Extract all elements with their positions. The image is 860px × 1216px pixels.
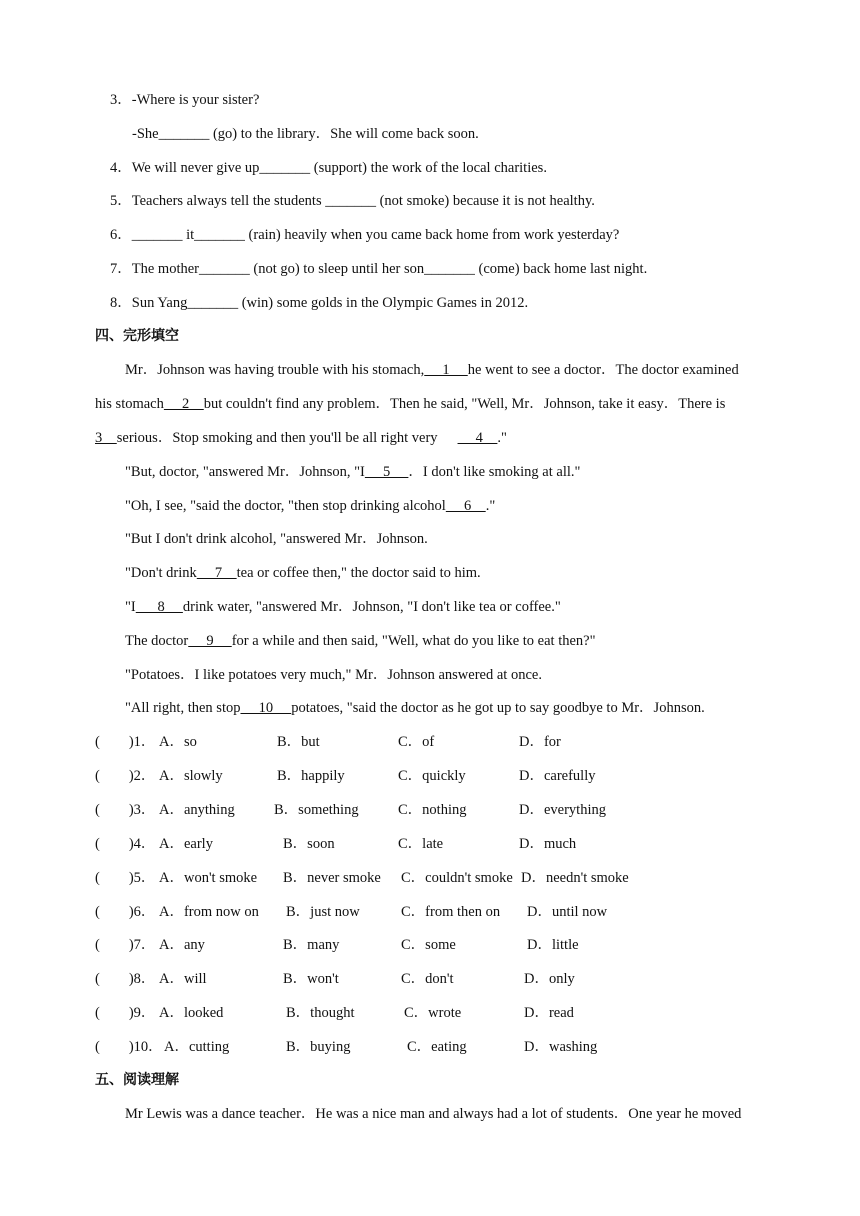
option-a: A．slowly [159,768,223,784]
passage-text: ．I don't like smoking at all." [408,464,581,480]
section5-passage-line-1: Mr Lewis was a dance teacher．He was a nice man and always had a lot of students．One year he moved [125,1106,742,1122]
passage-line-8 [125,598,561,616]
option-b: B．just now [286,904,360,920]
blank-5: 5 [364,464,409,480]
passage-text: ." [485,498,496,514]
option-b: B．thought [286,1005,355,1021]
passage-text: for a while and then said, "Well, what do you like to eat then?" [231,633,596,649]
passage-line-7 [125,564,481,582]
question-number: ( )3． [95,802,156,818]
passage-line-4 [125,463,580,481]
option-c: C．quickly [398,768,466,784]
exercise-7: 7．The mother_______ (not go) to sleep until her son_______ (come) back home last night. [110,261,648,277]
option-a: A．so [159,734,197,750]
passage-line-5 [125,497,495,515]
passage-text: serious．Stop smoking and then you'll be all right very [116,430,438,446]
option-b: B．never smoke [283,870,381,886]
option-b: B．buying [286,1039,351,1055]
passage-line-1 [125,361,739,379]
passage-line-10: "Potatoes．I like potatoes very much," Mr．Johnson answered at once. [125,667,542,683]
question-number: ( )4． [95,836,156,852]
option-c: C．couldn't smoke [401,870,513,886]
passage-line-6: "But I don't drink alcohol, "answered Mr．Johnson. [125,531,428,547]
option-d: D．carefully [519,768,596,784]
blank-7: 7 [196,565,237,581]
passage-text: "Don't drink [125,565,197,581]
option-d: D．everything [519,802,606,818]
question-number: ( )2． [95,768,156,784]
option-b: B．but [277,734,320,750]
passage-text: his stomach [95,396,164,412]
question-number: ( )6． [95,904,156,920]
option-b: B．many [283,937,340,953]
option-a: A．anything [159,802,235,818]
passage-text: "But, doctor, "answered Mr．Johnson, "I [125,464,365,480]
exercise-6: 6．_______ it_______ (rain) heavily when you came back home from work yesterday? [110,227,620,243]
exercise-4: 4．We will never give up_______ (support) the work of the local charities. [110,160,547,176]
blank-2: 2 [163,396,204,412]
section5-heading: 五、阅读理解 [95,1072,179,1088]
passage-text: but couldn't find any problem．Then he said, "Well, Mr．Johnson, take it easy．There is [203,396,726,412]
option-a: A．will [159,971,207,987]
option-a: A．won't smoke [159,870,258,886]
option-d: D．little [527,937,579,953]
option-c: C．of [398,734,435,750]
passage-text: tea or coffee then," the doctor said to him. [236,565,481,581]
question-number: ( )1． [95,734,156,750]
passage-text: drink water, "answered Mr．Johnson, "I don't like tea or coffee." [182,599,561,615]
option-c: C．wrote [404,1005,462,1021]
option-b: B．happily [277,768,345,784]
option-a: A．looked [159,1005,224,1021]
blank-10: 10 [240,700,292,716]
option-c: C．from then on [401,904,501,920]
option-d: D．until now [527,904,608,920]
blank-8: 8 [135,599,183,615]
exercise-3-answer: -She_______ (go) to the library．She will come back soon. [132,126,479,142]
exercise-3-question: 3．-Where is your sister? [110,92,260,108]
passage-line-9 [125,632,596,650]
section4-heading: 四、完形填空 [95,328,179,344]
option-b: B．something [274,802,359,818]
option-a: A．cutting [164,1039,230,1055]
passage-text: "Oh, I see, "said the doctor, "then stop drinking alcohol [125,498,446,514]
blank-4: 4 [457,430,498,446]
option-b: B．won't [283,971,339,987]
option-d: D．much [519,836,577,852]
question-number: ( )9． [95,1005,156,1021]
exercise-8: 8．Sun Yang_______ (win) some golds in the Olympic Games in 2012. [110,295,529,311]
option-d: D．needn't smoke [521,870,629,886]
passage-text: The doctor [125,633,189,649]
option-c: C．nothing [398,802,467,818]
passage-line-2 [95,395,725,413]
option-c: C．late [398,836,444,852]
option-a: A．early [159,836,213,852]
question-number: ( )10． [95,1039,163,1055]
option-a: A．any [159,937,205,953]
blank-3: 3 [95,430,117,446]
question-number: ( )7． [95,937,156,953]
option-d: D．only [524,971,575,987]
option-d: D．for [519,734,561,750]
blank-1: 1 [424,362,468,378]
option-a: A．from now on [159,904,259,920]
passage-text: Mr．Johnson was having trouble with his stomach, [125,362,425,378]
option-c: C．some [401,937,456,953]
option-d: D．read [524,1005,574,1021]
question-number: ( )8． [95,971,156,987]
exercise-5: 5．Teachers always tell the students _______ (not smoke) because it is not healthy. [110,193,595,209]
passage-text: ." [497,430,507,446]
option-c: C．don't [401,971,454,987]
blank-9: 9 [188,633,232,649]
option-d: D．washing [524,1039,598,1055]
option-b: B．soon [283,836,335,852]
passage-text: potatoes, "said the doctor as he got up to say goodbye to Mr．Johnson. [291,700,705,716]
passage-line-11 [125,699,705,717]
blank-6: 6 [445,498,486,514]
question-number: ( )5． [95,870,156,886]
passage-text: "All right, then stop [125,700,241,716]
passage-line-3 [95,429,507,447]
passage-text: he went to see a doctor．The doctor examined [467,362,739,378]
passage-text: "I [125,599,136,615]
option-c: C．eating [407,1039,467,1055]
